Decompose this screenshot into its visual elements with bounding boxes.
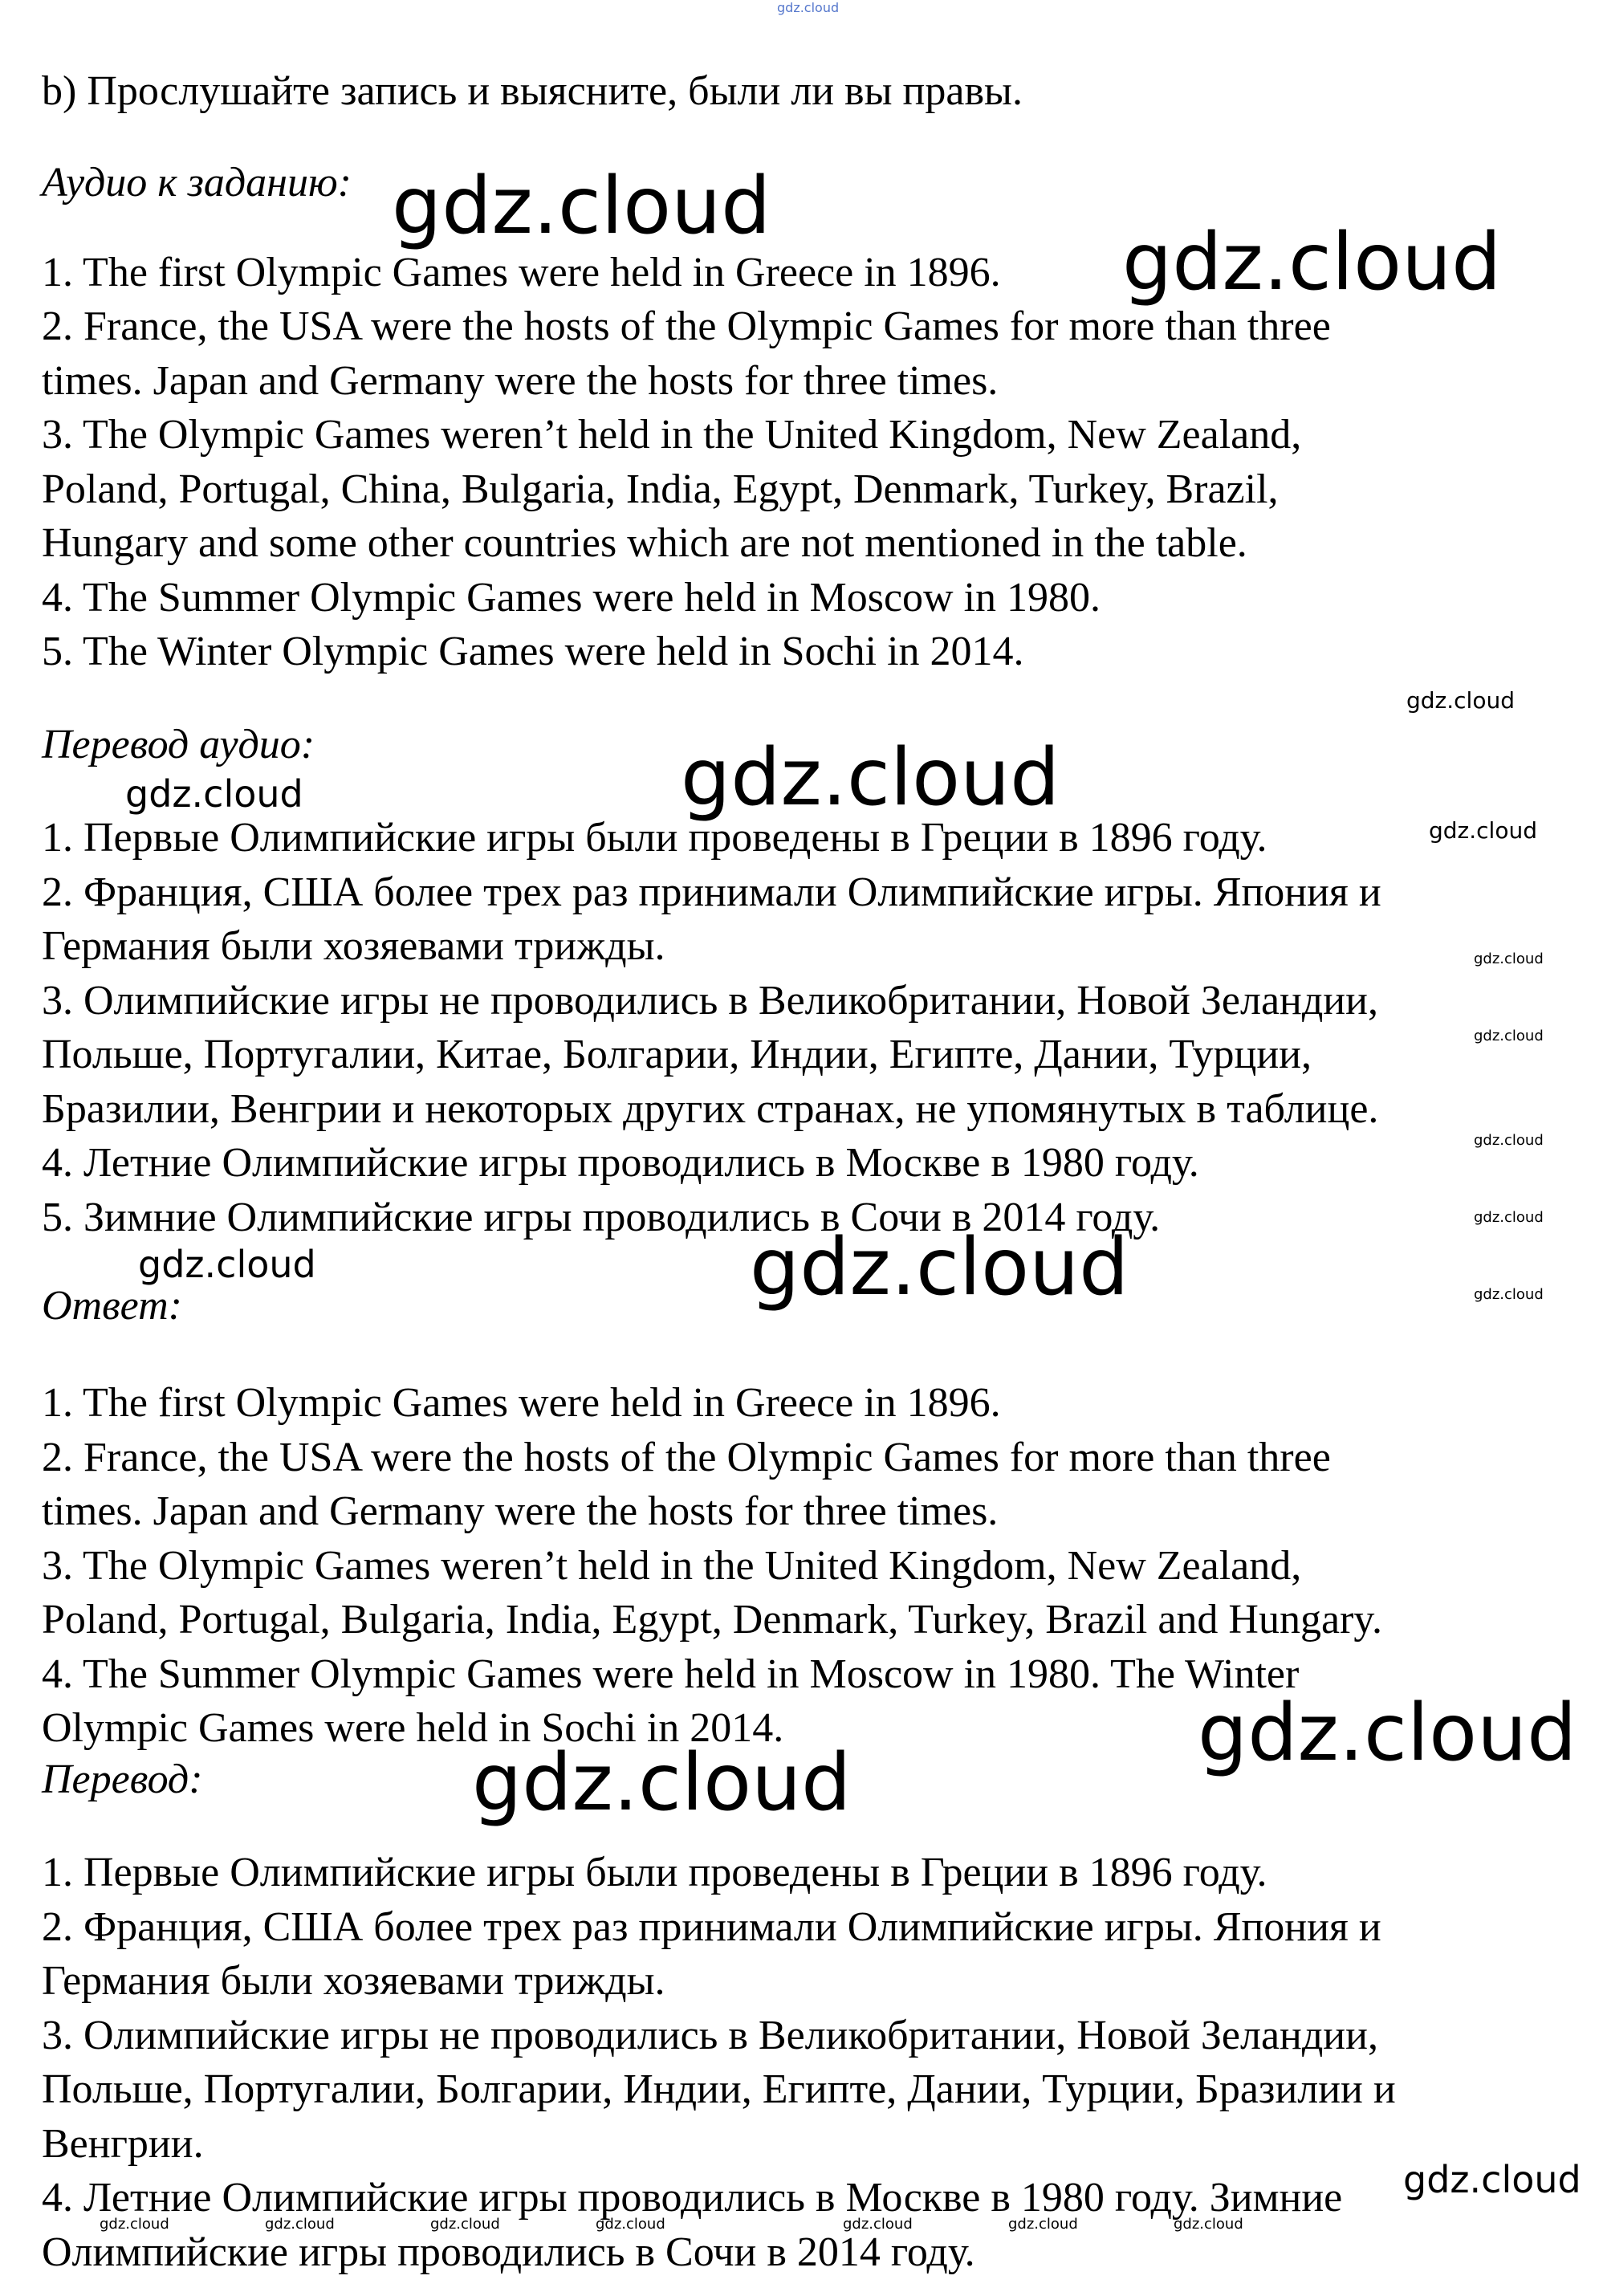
watermark: gdz.cloud — [750, 1222, 1129, 1313]
watermark: gdz.cloud — [100, 2216, 169, 2233]
watermark: gdz.cloud — [430, 2216, 500, 2233]
watermark: gdz.cloud — [681, 732, 1060, 824]
audio-translation-line-2: 2. Франция, США более трех раз принимали Олимпийские игры. Япония и — [42, 869, 1381, 915]
audio-line-3: times. Japan and Germany were the hosts for three times. — [42, 358, 999, 404]
watermark: gdz.cloud — [472, 1737, 852, 1829]
answer-translation-line-5: Польше, Португалии, Болгарии, Индии, Египте, Дании, Турции, Бразилии и — [42, 2066, 1396, 2112]
audio-heading: Аудио к заданию: — [42, 160, 352, 206]
audio-line-6: Hungary and some other countries which are not mentioned in the table. — [42, 520, 1247, 566]
answer-translation-line-8: Олимпийские игры проводились в Сочи в 2014 году. — [42, 2229, 975, 2275]
watermark: gdz.cloud — [265, 2216, 335, 2233]
answer-translation-line-1: 1. Первые Олимпийские игры были проведены в Греции в 1896 году. — [42, 1850, 1267, 1895]
watermark: gdz.cloud — [125, 772, 303, 816]
answer-translation-line-6: Венгрии. — [42, 2121, 204, 2167]
audio-translation-line-4: 3. Олимпийские игры не проводились в Великобритании, Новой Зеландии, — [42, 978, 1378, 1024]
answer-line-2: 2. France, the USA were the hosts of the Olympic Games for more than three — [42, 1435, 1331, 1480]
answer-translation-line-7: 4. Летние Олимпийские игры проводились в Москве в 1980 году. Зимние — [42, 2175, 1343, 2221]
answer-translation-line-3: Германия были хозяевами трижды. — [42, 1958, 665, 2004]
audio-translation-line-5: Польше, Португалии, Китае, Болгарии, Индии, Египте, Дании, Турции, — [42, 1032, 1312, 1077]
watermark: gdz.cloud — [1474, 1286, 1544, 1303]
audio-translation-line-6: Бразилии, Венгрии и некоторых других странах, не упомянутых в таблице. — [42, 1086, 1379, 1132]
watermark: gdz.cloud — [1474, 1209, 1544, 1226]
audio-translation-line-3: Германия были хозяевами трижды. — [42, 923, 665, 969]
watermark: gdz.cloud — [1474, 1132, 1544, 1149]
audio-translation-heading: Перевод аудио: — [42, 722, 315, 767]
watermark: gdz.cloud — [1474, 951, 1544, 967]
watermark: gdz.cloud — [1008, 2216, 1078, 2233]
watermark: gdz.cloud — [1406, 687, 1515, 714]
audio-line-4: 3. The Olympic Games weren’t held in the United Kingdom, New Zealand, — [42, 412, 1302, 458]
audio-translation-line-8: 5. Зимние Олимпийские игры проводились в Сочи в 2014 году. — [42, 1195, 1161, 1240]
answer-translation-heading: Перевод: — [42, 1757, 203, 1802]
watermark: gdz.cloud — [1198, 1687, 1577, 1779]
answer-line-4: 3. The Olympic Games weren’t held in the United Kingdom, New Zealand, — [42, 1543, 1302, 1589]
answer-line-3: times. Japan and Germany were the hosts for three times. — [42, 1488, 999, 1534]
audio-translation-line-7: 4. Летние Олимпийские игры проводились в Москве в 1980 году. — [42, 1140, 1199, 1186]
audio-line-7: 4. The Summer Olympic Games were held in Moscow in 1980. — [42, 575, 1101, 621]
watermark: gdz.cloud — [596, 2216, 665, 2233]
watermark: gdz.cloud — [1122, 217, 1502, 308]
answer-line-6: 4. The Summer Olympic Games were held in Moscow in 1980. The Winter — [42, 1651, 1300, 1697]
watermark: gdz.cloud — [1429, 817, 1537, 844]
audio-line-1: 1. The first Olympic Games were held in Greece in 1896. — [42, 250, 1001, 295]
watermark: gdz.cloud — [1474, 1028, 1544, 1044]
answer-line-7: Olympic Games were held in Sochi in 2014. — [42, 1705, 784, 1751]
header-watermark: gdz.cloud — [777, 0, 840, 15]
watermark: gdz.cloud — [138, 1243, 316, 1286]
audio-line-5: Poland, Portugal, China, Bulgaria, India, Egypt, Denmark, Turkey, Brazil, — [42, 466, 1279, 512]
answer-translation-line-2: 2. Франция, США более трех раз принимали Олимпийские игры. Япония и — [42, 1904, 1381, 1950]
task-line: b) Прослушайте запись и выясните, были ли вы правы. — [42, 68, 1023, 114]
answer-translation-line-4: 3. Олимпийские игры не проводились в Великобритании, Новой Зеландии, — [42, 2013, 1378, 2058]
audio-translation-line-1: 1. Первые Олимпийские игры были проведены в Греции в 1896 году. — [42, 815, 1267, 861]
watermark: gdz.cloud — [1174, 2216, 1243, 2233]
watermark: gdz.cloud — [392, 161, 771, 252]
audio-line-8: 5. The Winter Olympic Games were held in Sochi in 2014. — [42, 629, 1024, 674]
answer-heading: Ответ: — [42, 1283, 182, 1329]
watermark: gdz.cloud — [843, 2216, 913, 2233]
audio-line-2: 2. France, the USA were the hosts of the Olympic Games for more than three — [42, 303, 1331, 349]
watermark: gdz.cloud — [1403, 2158, 1581, 2201]
answer-line-1: 1. The first Olympic Games were held in Greece in 1896. — [42, 1380, 1001, 1426]
answer-line-5: Poland, Portugal, Bulgaria, India, Egypt, Denmark, Turkey, Brazil and Hungary. — [42, 1597, 1382, 1643]
